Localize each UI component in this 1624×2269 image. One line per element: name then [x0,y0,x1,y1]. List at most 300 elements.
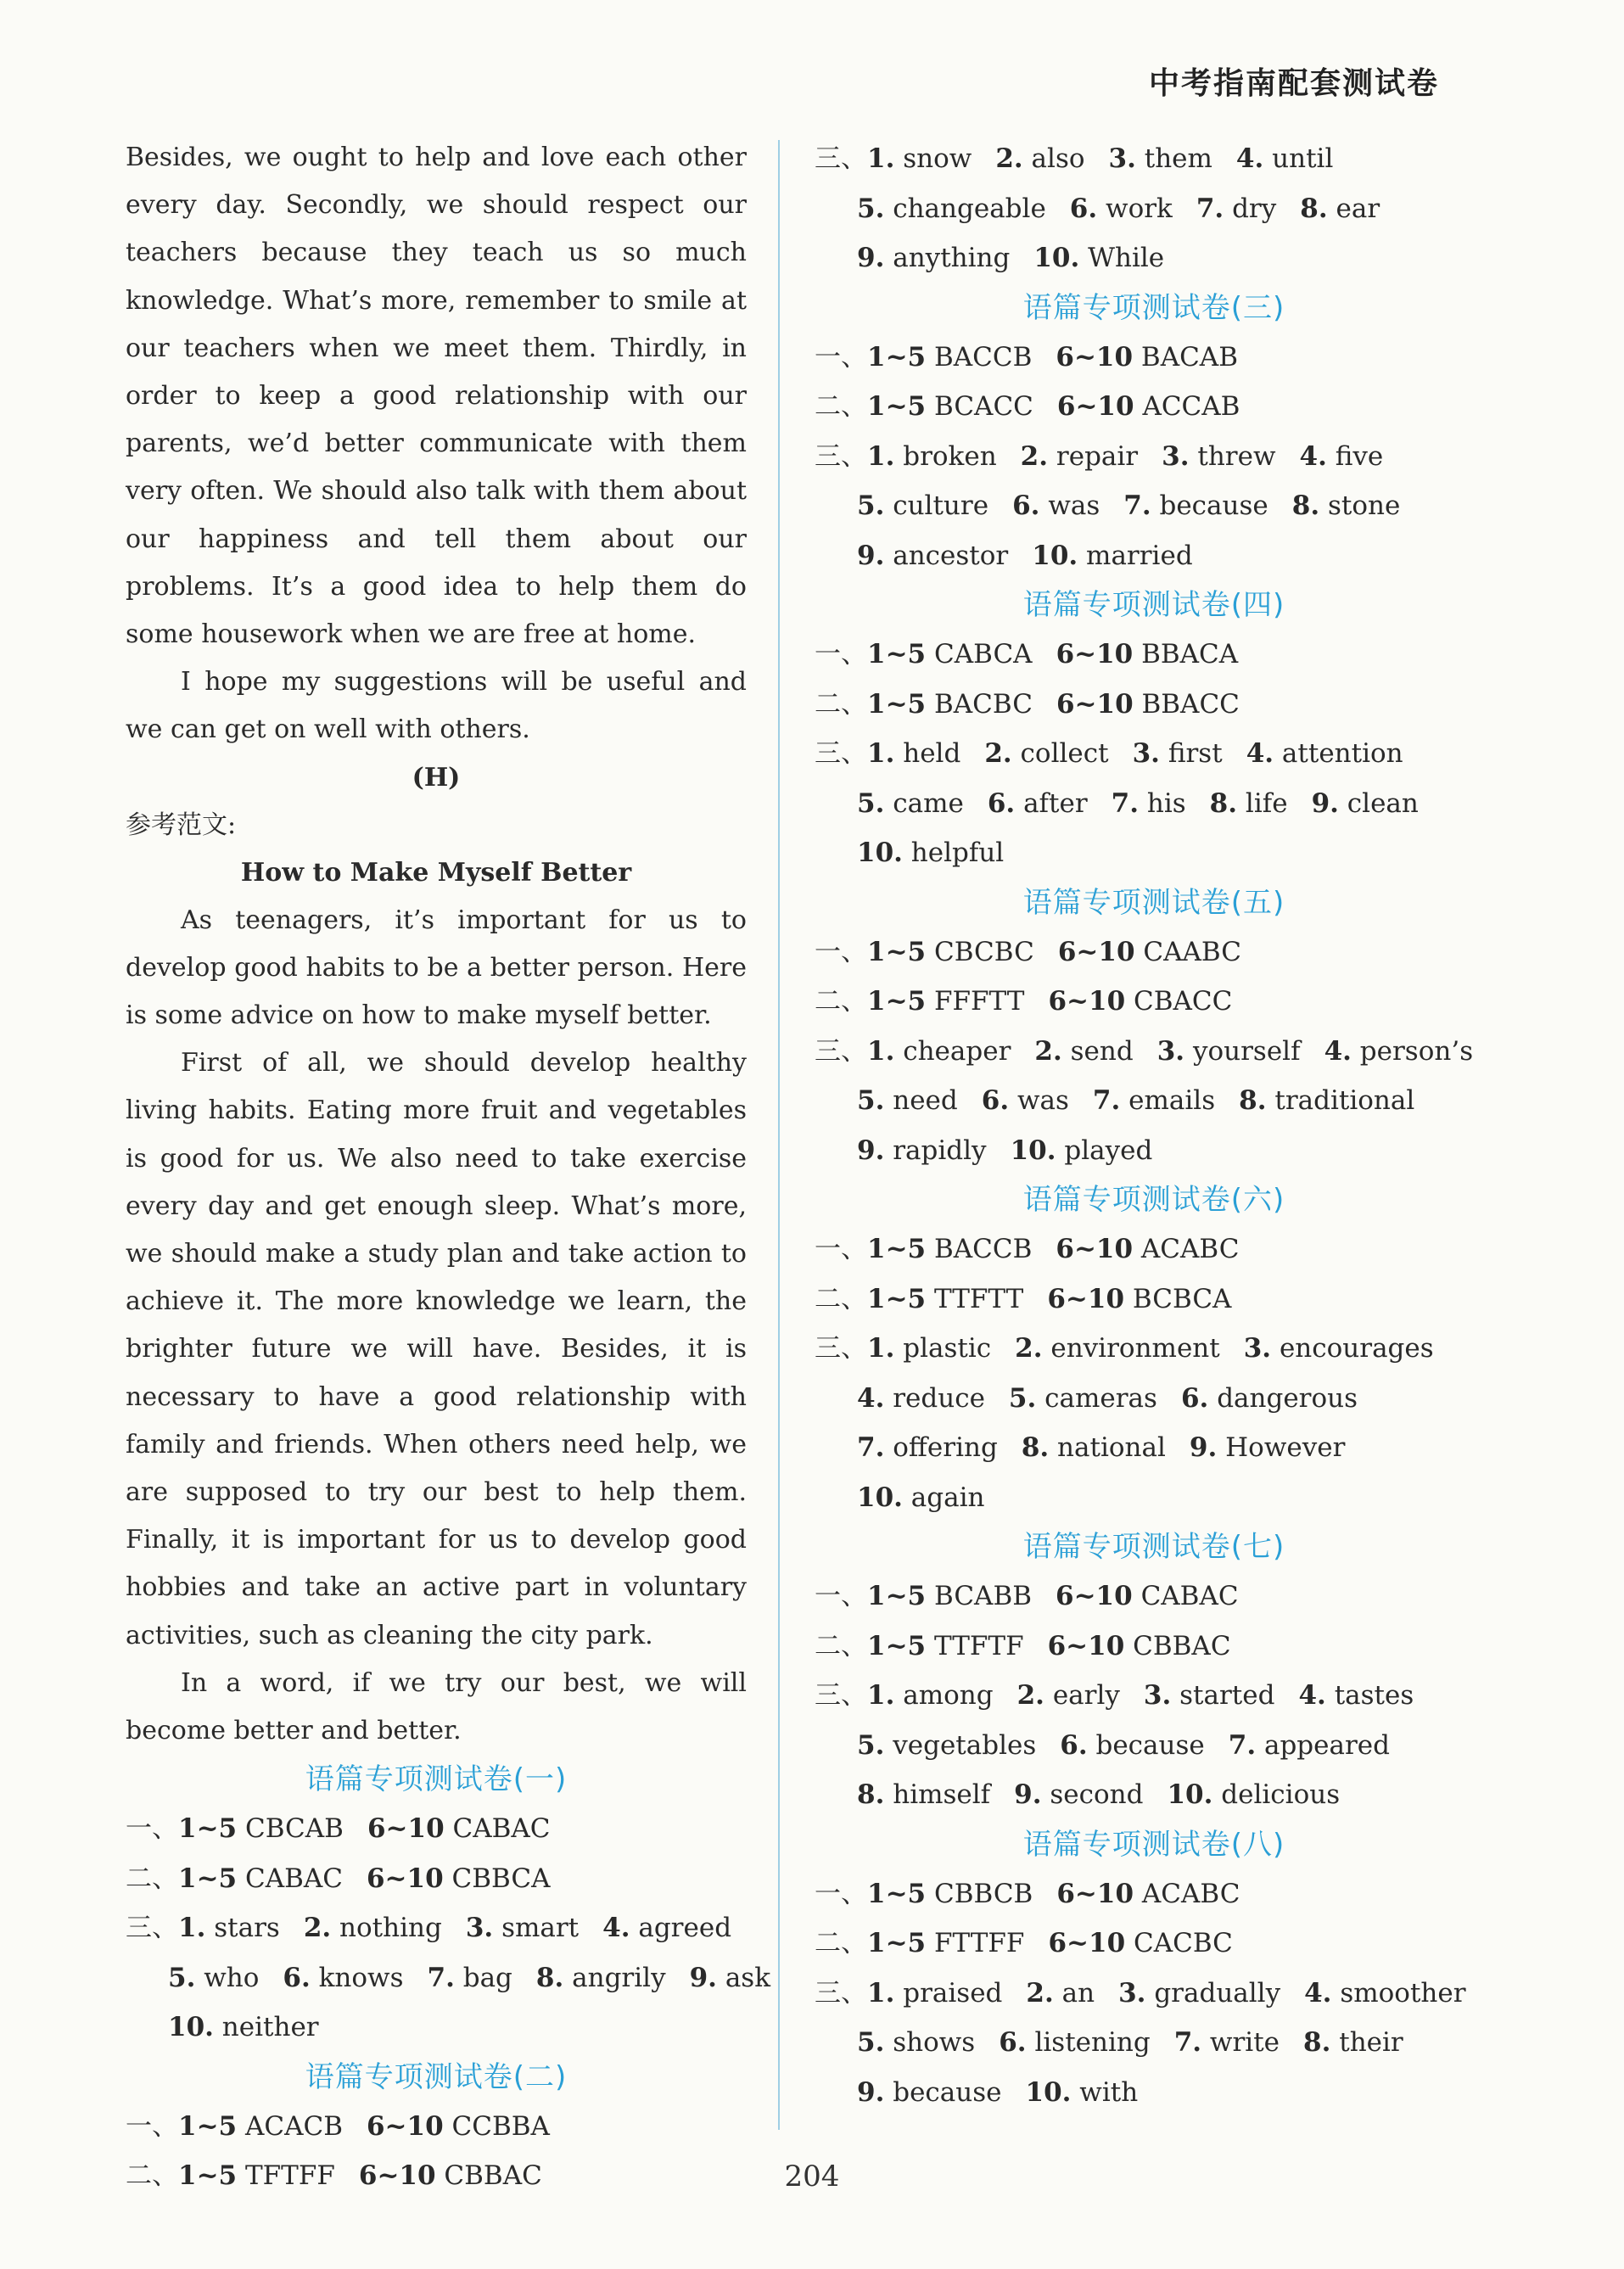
blank-word: threw [1197,440,1276,472]
answer-range: 6~10 [1048,986,1126,1017]
blank-number: 5. [857,1085,885,1116]
answer-letters: BCBCA [1132,1283,1232,1314]
answer-letters: BBACC [1141,688,1240,720]
blank-number: 9. [1189,1432,1218,1463]
answer-letters: TTFTF [933,1630,1024,1661]
blank-word: clean [1347,787,1419,819]
answer-prefix: 二、 [815,688,867,720]
blank-word: was [1048,490,1100,521]
blank-number: 7. [1092,1085,1121,1116]
answer-letters: BCABB [933,1581,1033,1611]
blank-number: 7. [1173,2027,1202,2058]
blank-word: because [893,2076,1002,2108]
answer-prefix: 一、 [815,1234,867,1264]
blank-number: 1. [178,1913,206,1944]
blank-answer-row [815,2068,1493,2118]
answer-range: 1~5 [867,1630,927,1661]
blank-answer-item [1300,193,1380,224]
answer-section [815,580,1493,878]
blank-answer-item [283,1963,403,1993]
blank-number: 8. [1209,787,1238,819]
blank-number: 2. [1016,1680,1044,1711]
blank-word: stars [214,1913,280,1944]
blank-answer-item [1210,788,1288,819]
blank-answer-row [815,184,1493,234]
answer-prefix: 三、 [815,1977,867,2008]
answer-range: 6~10 [1056,688,1134,720]
blank-number: 10. [1032,540,1078,571]
blank-answer-item [1239,1085,1414,1116]
answer-prefix: 三、 [126,1913,178,1944]
blank-number: 7. [1196,193,1224,224]
blank-answer-item [857,1383,985,1414]
blank-answer-row [126,2003,747,2053]
blank-word: himself [893,1779,991,1810]
blank-word: cheaper [903,1035,1011,1067]
blank-word: send [1070,1035,1134,1067]
blank-word: because [1159,490,1268,521]
blank-word: bag [462,1962,512,1993]
blank-number: 4. [1304,1977,1332,2008]
blank-answer-item [602,1913,731,1943]
blank-word: came [893,787,964,819]
blank-answer-item [1174,2027,1280,2058]
blank-word: second [1050,1779,1144,1810]
blank-answer-item [536,1963,666,1993]
blank-word: write [1209,2027,1280,2058]
answer-range: 6~10 [1057,936,1135,967]
blank-answer-item [857,1482,985,1513]
answer-line [815,1275,1493,1325]
blank-answer-item [1026,2077,1139,2108]
answer-line [815,1869,1493,1919]
answer-prefix: 三、 [815,1035,867,1067]
blank-number: 5. [168,1962,196,1993]
blank-answer-item [1167,1779,1340,1810]
blank-word: changeable [893,193,1046,224]
blank-word: until [1272,143,1334,174]
blank-word: smoother [1340,1977,1466,2008]
blank-answer-item [168,2012,319,2042]
blank-answer-item [1026,1978,1095,2008]
blank-answer-item [1162,441,1275,472]
blank-answer-row [815,1027,1493,1077]
section-title: 语篇专项测试卷(三) [1022,290,1285,325]
right-answer-sections [815,134,1493,2117]
blank-word: national [1057,1432,1166,1463]
section-title: 语篇专项测试卷(八) [1022,1827,1285,1862]
section-title: 语篇专项测试卷(六) [1022,1183,1285,1217]
answer-line [815,977,1493,1027]
blank-answer-row [815,1126,1493,1176]
answer-line [815,1622,1493,1672]
blank-answer-item [857,838,1004,868]
answer-range: 1~5 [867,1581,927,1611]
blank-answer-item [1022,1432,1166,1463]
answer-prefix: 一、 [815,1878,867,1909]
answer-range: 6~10 [1047,1283,1125,1314]
blank-answer-item [1021,441,1138,472]
blank-word: married [1086,540,1193,571]
blank-number: 8. [857,1779,885,1810]
blank-answer-item [1236,143,1333,174]
essay1-paragraph: Besides, we ought to help and love each other every day. Secondly, we should respect our teachers because they teach us so much knowledge. What’s more, remember to smile at our teachers when we meet them. Thirdly, in order to keep a good relationship with our parents, we’d better communicate with them very often. We should also talk with them about our happiness and tell them about our problems. It’s a good idea to help them do some housework when we are free at home. [126,143,747,650]
blank-word: environment [1050,1333,1220,1364]
blank-number: 4. [1235,143,1264,174]
answer-section [815,1522,1493,1820]
blank-answer-item [867,738,960,769]
blank-word: emails [1128,1085,1216,1116]
blank-word: vegetables [893,1729,1037,1761]
answer-section [815,878,1493,1176]
blank-answer-row [815,779,1493,829]
blank-number: 3. [1162,440,1190,472]
answer-letters: CBBAC [444,2160,542,2192]
reference-label: 参考范文: [126,810,237,840]
blank-answer-row [815,134,1493,184]
blank-number: 6. [1069,193,1098,224]
answer-prefix: 二、 [815,1283,867,1314]
blank-word: gradually [1154,1977,1281,2008]
blank-number: 5. [857,2027,885,2058]
blank-word: an [1061,1977,1095,2008]
blank-answer-row [815,233,1493,283]
blank-number: 3. [465,1913,494,1944]
answer-letters: CACBC [1134,1928,1233,1958]
answer-range: 1~5 [867,1234,927,1264]
blank-number: 10. [1025,2076,1072,2108]
blank-answer-row [815,729,1493,779]
blank-number: 1. [867,1680,895,1711]
answer-section [815,1820,1493,2118]
blank-word: life [1245,787,1288,819]
blank-number: 5. [857,490,885,521]
blank-word: However [1225,1432,1346,1463]
blank-number: 5. [857,787,885,819]
blank-number: 2. [984,738,1012,769]
blank-number: 4. [1299,440,1327,472]
blank-number: 2. [1026,1977,1054,2008]
answer-letters: BBACA [1141,639,1239,669]
blank-word: rapidly [893,1134,987,1166]
answer-range: 1~5 [867,391,927,422]
answer-range: 1~5 [178,1813,238,1845]
blank-word: also [1031,143,1085,174]
blank-answer-item [999,2027,1150,2058]
blank-number: 7. [1228,1729,1257,1761]
answer-range: 1~5 [178,2110,238,2142]
blank-answer-row [815,481,1493,531]
blank-answer-item [1034,1036,1133,1067]
answer-letters: BACAB [1140,341,1238,373]
blank-answer-row [815,1423,1493,1473]
blank-word: neither [221,2012,319,2043]
blank-answer-item [1181,1383,1358,1414]
answer-letters: BCACC [933,391,1033,422]
answer-section [815,283,1493,581]
blank-word: who [204,1962,260,1993]
answer-range: 1~5 [867,688,927,720]
answer-letters: FFFTT [933,986,1025,1017]
blank-answer-item [1157,1036,1301,1067]
blank-word: While [1088,243,1165,273]
blank-number: 8. [1300,193,1328,224]
essay1-paragraph: I hope my suggestions will be useful and we can get on well with others. [126,667,747,745]
blank-word: yourself [1192,1035,1301,1067]
answer-letters: CBACC [1134,986,1233,1017]
blank-answer-item [867,143,972,174]
answer-line [815,333,1493,383]
blank-number: 3. [1118,1977,1146,2008]
blank-word: smart [501,1913,580,1944]
blank-answer-item [1070,193,1173,224]
answer-prefix: 三、 [815,143,867,174]
answer-range: 6~10 [366,1863,444,1894]
blank-answer-item [857,1779,990,1810]
blank-number: 2. [303,1913,332,1944]
blank-number: 3. [1108,143,1136,174]
blank-number: 2. [995,143,1023,174]
blank-number: 9. [857,540,885,571]
blank-answer-item [984,738,1108,769]
answer-range: 1~5 [867,1878,927,1909]
blank-number: 5. [857,1729,885,1761]
blank-number: 8. [1303,2027,1331,2058]
blank-word: held [903,738,961,769]
blank-word: broken [903,440,997,472]
answer-letters: FTTFF [933,1928,1025,1958]
blank-number: 9. [1311,787,1339,819]
answer-range: 6~10 [367,1813,445,1845]
blank-word: angrily [572,1962,666,1993]
answer-prefix: 二、 [126,1863,178,1894]
blank-number: 7. [427,1962,455,1993]
blank-word: ear [1336,193,1380,224]
answer-letters: CBCAB [244,1813,344,1845]
blank-answer-row [815,2018,1493,2068]
blank-number: 3. [1143,1680,1172,1711]
answer-range: 6~10 [1048,1928,1126,1958]
left-column [126,134,771,2201]
blank-word: helpful [910,838,1005,868]
blank-answer-item [857,2027,975,2058]
answer-letters: BACCB [933,1234,1033,1264]
blank-answer-item [1118,1978,1280,2008]
blank-answer-item [988,788,1088,819]
answer-letters: CBBCA [451,1863,551,1894]
answer-letters: CCBBA [451,2110,550,2142]
section-title: 语篇专项测试卷(五) [1022,885,1285,920]
blank-number: 7. [1123,490,1151,521]
answer-prefix: 二、 [815,986,867,1017]
answer-letters: CABAC [244,1863,343,1894]
answer-section [815,1175,1493,1522]
blank-answer-item [857,1432,998,1463]
blank-word: started [1179,1680,1275,1711]
blank-number: 2. [1020,440,1049,472]
blank-answer-row [815,1721,1493,1771]
blank-word: first [1168,738,1223,769]
answer-range: 1~5 [867,639,927,669]
blank-number: 2. [1015,1333,1043,1364]
section-h-label: (H) [412,762,461,793]
section-title: 语篇专项测试卷(一) [305,1762,568,1797]
blank-number: 1. [867,143,895,174]
answer-line [815,1224,1493,1275]
page-number: 204 [784,2160,840,2193]
answer-letters: TFTFF [244,2160,335,2192]
blank-word: anything [893,243,1011,273]
blank-answer-item [1093,1085,1215,1116]
answer-section [815,134,1493,283]
blank-answer-item [857,788,964,819]
blank-answer-row [815,1473,1493,1523]
blank-answer-item [1123,490,1268,521]
answer-range: 6~10 [1056,1581,1133,1611]
blank-word: among [903,1680,994,1711]
blank-word: encourages [1279,1333,1434,1364]
essay2-paragraph: As teenagers, it’s important for us to develop good habits to be a better person. Here is some advice on how to make myself better. [126,905,747,1031]
blank-number: 6. [283,1962,311,1993]
blank-number: 4. [1246,738,1274,769]
answer-letters: CABAC [452,1813,551,1845]
blank-number: 1. [867,1035,895,1067]
blank-answer-item [1298,1680,1414,1711]
blank-answer-row [815,1969,1493,2019]
blank-number: 6. [987,787,1016,819]
left-answer-sections [126,1755,771,2201]
blank-word: delicious [1221,1779,1341,1810]
blank-word: attention [1281,738,1403,769]
answer-letters: ACCAB [1142,391,1240,422]
blank-answer-item [1112,788,1186,819]
blank-word: plastic [903,1333,992,1364]
blank-answer-item [1033,243,1164,273]
blank-answer-item [1190,1432,1346,1463]
blank-word: stone [1327,490,1401,521]
blank-answer-item [1312,788,1419,819]
answer-prefix: 三、 [815,738,867,769]
blank-word: shows [893,2027,976,2058]
answer-prefix: 二、 [126,2160,178,2192]
blank-answer-row [126,1953,771,2003]
answer-prefix: 一、 [815,936,867,967]
blank-number: 4. [1324,1035,1352,1067]
answer-line [815,1571,1493,1622]
answer-range: 1~5 [867,986,927,1017]
answer-range: 1~5 [867,1928,927,1958]
answer-range: 6~10 [366,2110,444,2142]
blank-word: their [1339,2027,1403,2058]
answer-line [126,1804,747,1854]
answer-range: 6~10 [358,2160,436,2192]
answer-letters: TTFTT [933,1283,1024,1314]
blank-answer-item [857,2077,1002,2108]
header-title: 中考指南配套测试卷 [1148,65,1439,101]
blank-answer-item [690,1963,770,1993]
answer-section [126,1755,771,2053]
blank-answer-item [1009,1383,1157,1414]
answer-line [815,1919,1493,1969]
blank-answer-row [815,1770,1493,1820]
blank-word: played [1064,1134,1153,1166]
answer-letters: CBBAC [1133,1630,1231,1661]
blank-answer-item [857,193,1046,224]
blank-answer-row [126,1903,747,1953]
blank-answer-item [466,1913,579,1943]
answer-range: 1~5 [178,1863,238,1894]
answer-range: 6~10 [1056,639,1134,669]
blank-answer-item [867,1333,991,1364]
blank-number: 7. [857,1432,885,1463]
blank-answer-row [815,432,1493,482]
blank-number: 9. [857,2076,885,2108]
answer-line [126,1854,747,1904]
blank-answer-item [1060,1730,1205,1761]
answer-letters: CABAC [1140,1581,1239,1611]
blank-word: culture [893,490,989,521]
blank-word: praised [903,1977,1003,2008]
blank-word: collect [1020,738,1109,769]
blank-number: 1. [867,1333,895,1364]
blank-answer-item [1244,1333,1434,1364]
blank-number: 4. [857,1382,885,1414]
answer-range: 1~5 [178,2160,238,2192]
blank-word: ask [725,1962,771,1993]
blank-number: 8. [535,1962,564,1993]
section-title: 语篇专项测试卷(七) [1022,1530,1285,1564]
answer-letters: BACBC [933,688,1033,720]
blank-answer-item [1292,490,1401,521]
blank-answer-item [857,1730,1036,1761]
answer-line [126,2102,747,2152]
blank-number: 2. [1034,1035,1062,1067]
answer-prefix: 一、 [126,2110,178,2142]
answer-prefix: 一、 [815,1581,867,1611]
blank-answer-item [982,1085,1069,1116]
blank-answer-row [815,1374,1493,1424]
blank-number: 6. [981,1085,1010,1116]
answer-letters: CAABC [1143,936,1241,967]
blank-answer-item [1300,441,1384,472]
blank-word: snow [903,143,972,174]
blank-answer-item [867,441,997,472]
blank-answer-item [428,1963,512,1993]
blank-answer-item [867,1036,1011,1067]
blank-number: 3. [1156,1035,1185,1067]
blank-number: 4. [1298,1680,1326,1711]
answer-range: 6~10 [1056,341,1134,373]
blank-number: 9. [689,1962,717,1993]
blank-answer-item [857,1085,958,1116]
answer-prefix: 一、 [815,639,867,669]
section-title: 语篇专项测试卷(四) [1022,588,1285,622]
answer-letters: ACABC [1140,1234,1240,1264]
blank-number: 10. [1033,243,1080,273]
blank-word: again [910,1482,985,1513]
blank-answer-item [1015,1333,1220,1364]
blank-word: reduce [893,1382,985,1414]
blank-number: 8. [1291,490,1320,521]
answer-range: 6~10 [1056,1878,1134,1909]
blank-word: need [893,1085,958,1116]
blank-number: 10. [857,1482,903,1513]
blank-answer-item [995,143,1084,174]
blank-number: 9. [857,243,885,273]
blank-answer-item [857,490,988,521]
answer-range: 1~5 [867,1283,927,1314]
blank-number: 9. [1014,1779,1042,1810]
